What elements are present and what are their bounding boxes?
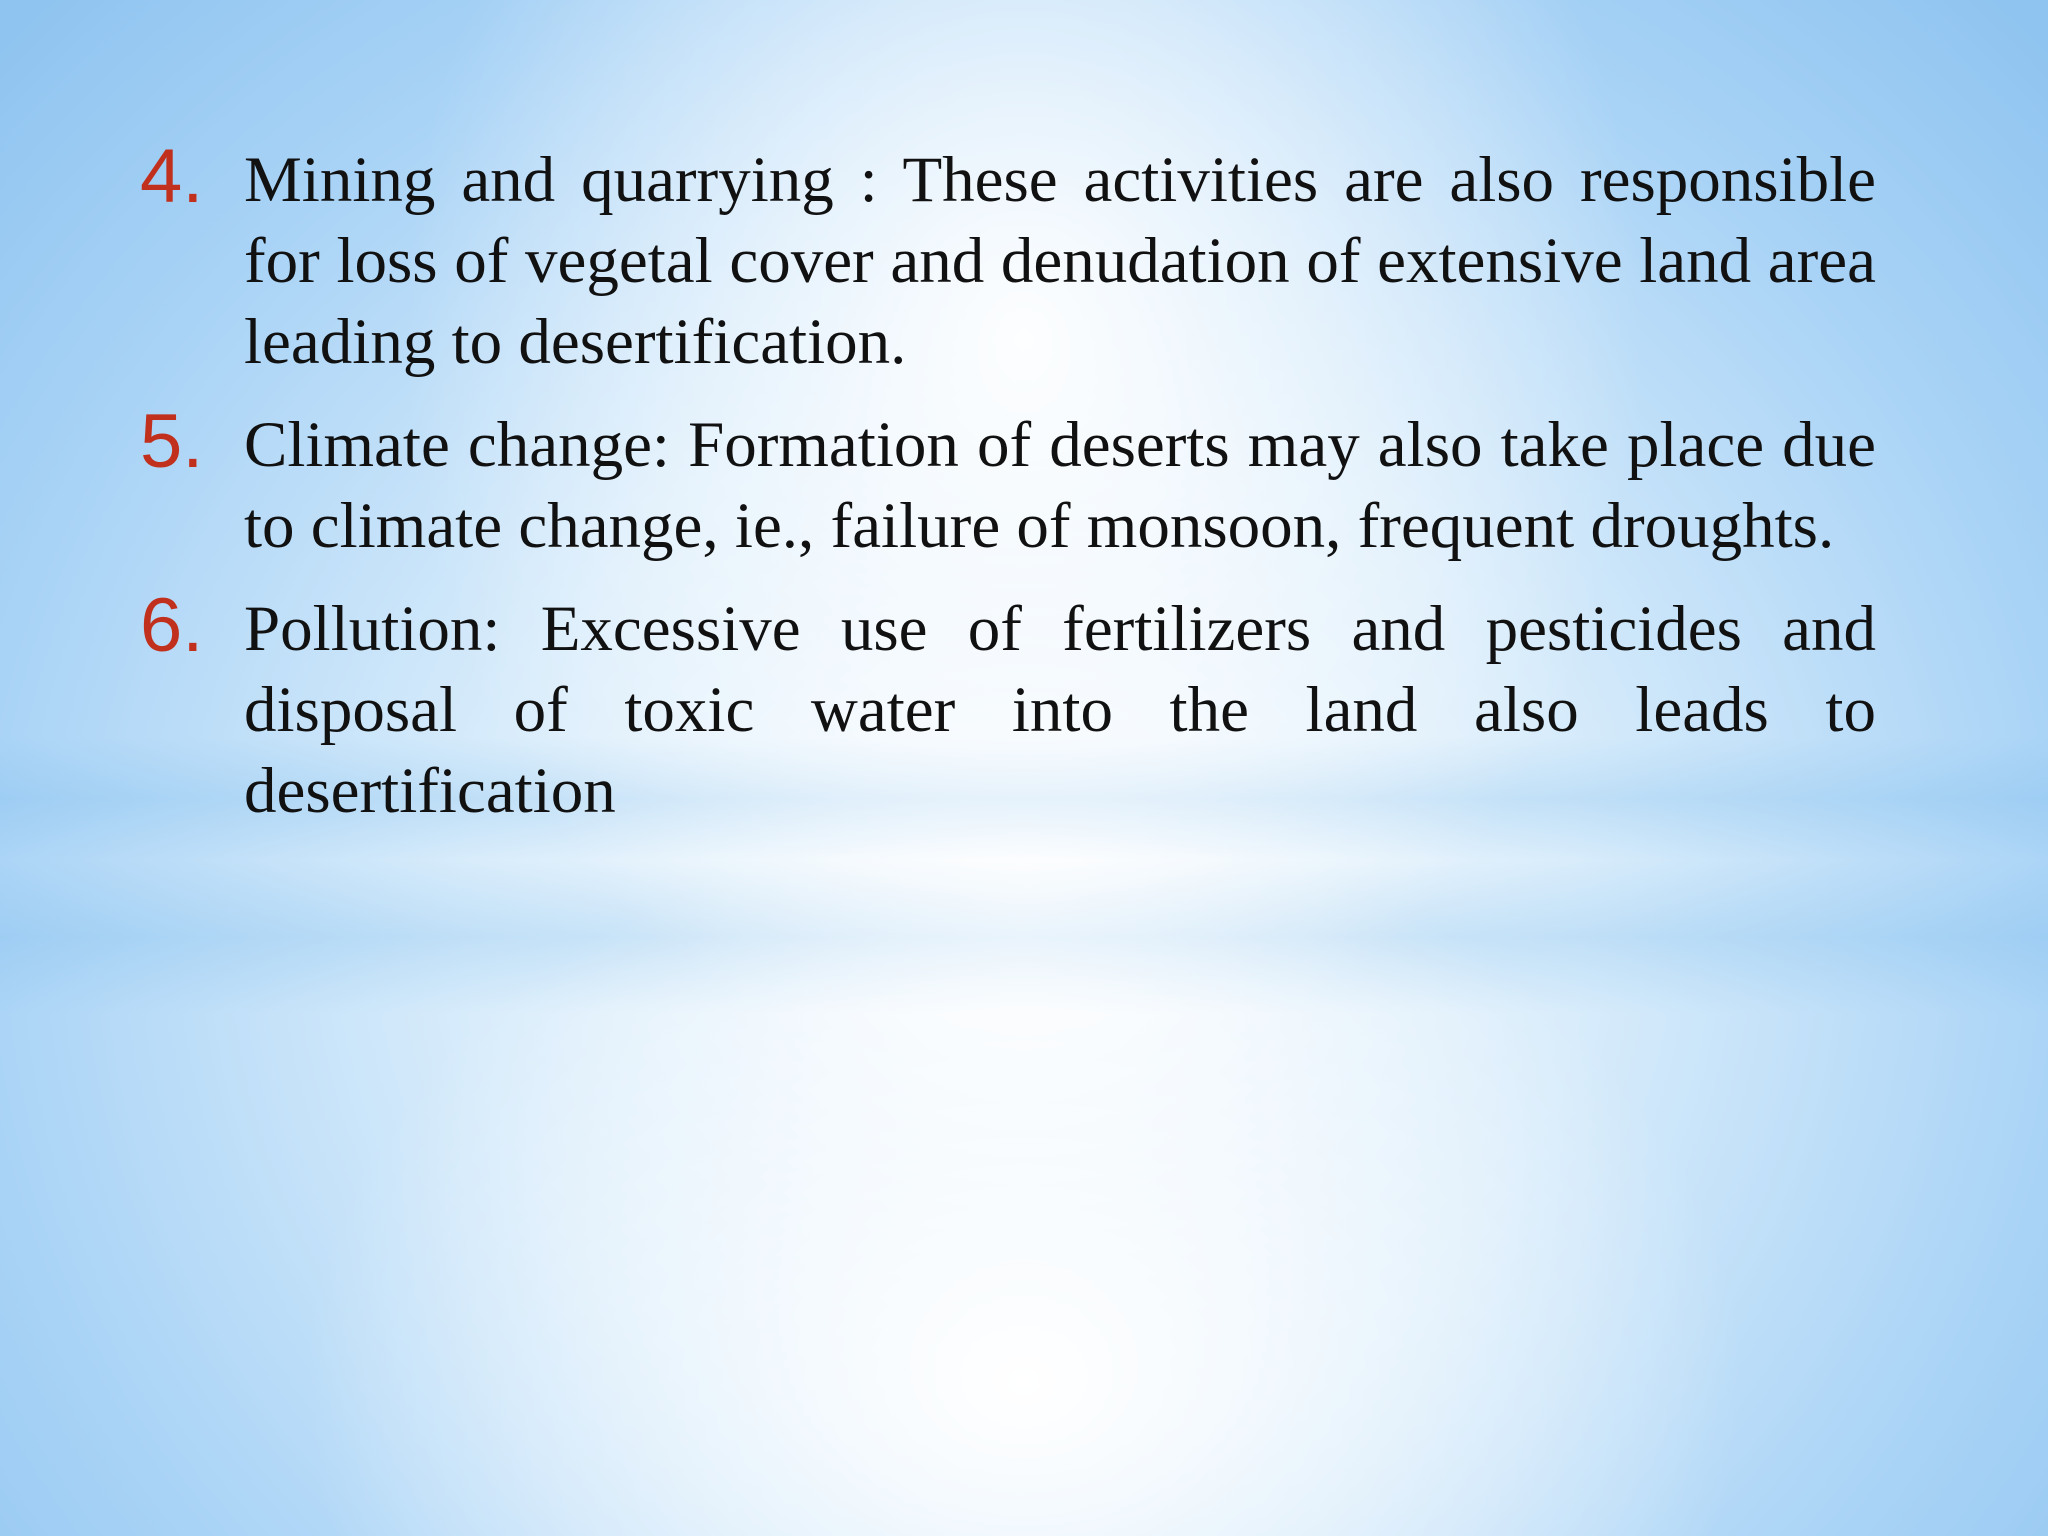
list-item	[140, 134, 1876, 383]
item-number: 5.	[140, 399, 204, 484]
item-number: 4.	[140, 134, 204, 219]
item-text: Mining and quarrying : These activities are also responsible for loss of vegetal cover and denudation of extensive land area leading to desertification.	[244, 144, 1876, 378]
list-item	[140, 399, 1876, 567]
list-item	[140, 583, 1876, 832]
item-text: Pollution: Excessive use of fertilizers and pesticides and disposal of toxic water into the land also leads to desertification	[244, 593, 1876, 827]
item-number: 6.	[140, 583, 204, 668]
item-text: Climate change: Formation of deserts may also take place due to climate change, ie., failure of monsoon, frequent droughts.	[244, 409, 1876, 562]
numbered-list	[140, 134, 1876, 854]
